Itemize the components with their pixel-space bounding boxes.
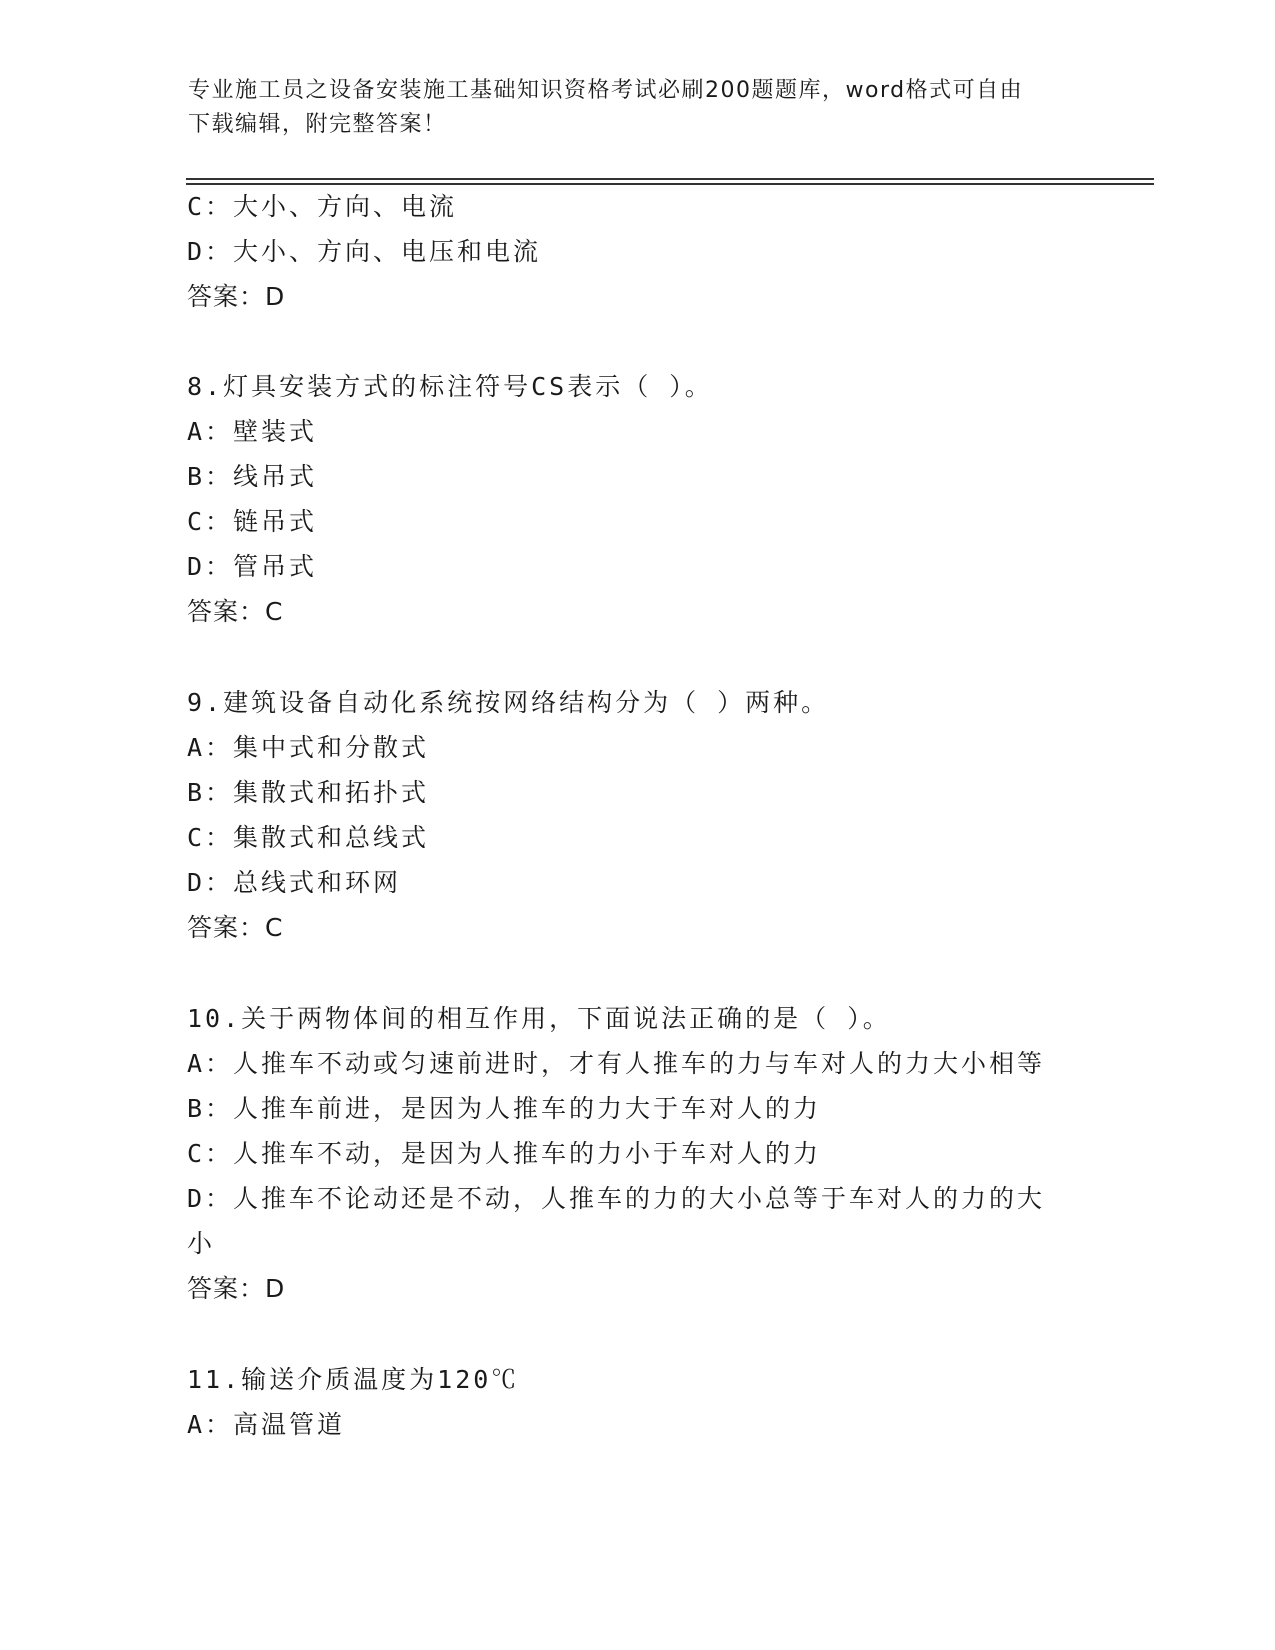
q8-option-a: A：壁装式: [187, 417, 318, 446]
q8-question: 8.灯具安装方式的标注符号CS表示（ ）。: [187, 372, 713, 401]
q11-option-a: A：高温管道: [187, 1410, 346, 1439]
q7-option-d: D：大小、方向、电压和电流: [187, 237, 542, 266]
q9-option-c: C：集散式和总线式: [187, 823, 430, 852]
header-line-1: 专业施工员之设备安装施工基础知识资格考试必刷200题题库，word格式可自由: [188, 78, 1024, 103]
q9-option-b: B：集散式和拓扑式: [187, 778, 430, 807]
q8-answer: 答案：C: [187, 597, 284, 626]
q8-option-b: B：线吊式: [187, 462, 318, 491]
q10-option-b: B：人推车前进，是因为人推车的力大于车对人的力: [187, 1094, 822, 1123]
q10-option-c: C：人推车不动，是因为人推车的力小于车对人的力: [187, 1139, 822, 1168]
header-divider-top: [186, 178, 1154, 180]
q10-option-d-line-2: 小: [187, 1229, 216, 1258]
document-header: [188, 74, 1088, 142]
q9-question: 9.建筑设备自动化系统按网络结构分为（ ）两种。: [187, 688, 830, 717]
q7-answer: 答案：D: [187, 282, 286, 311]
q11-question: 11.输送介质温度为120℃: [187, 1365, 520, 1394]
q8-option-c: C：链吊式: [187, 507, 318, 536]
q8-option-d: D：管吊式: [187, 552, 318, 581]
q10-answer: 答案：D: [187, 1274, 286, 1303]
q10-option-a: A：人推车不动或匀速前进时，才有人推车的力与车对人的力大小相等: [187, 1049, 1046, 1078]
q10-question: 10.关于两物体间的相互作用，下面说法正确的是（ ）。: [187, 1004, 891, 1033]
q9-option-a: A：集中式和分散式: [187, 733, 430, 762]
q9-option-d: D：总线式和环网: [187, 868, 402, 897]
header-divider-bottom: [186, 183, 1154, 185]
header-line-2: 下载编辑，附完整答案！: [188, 112, 447, 137]
q9-answer: 答案：C: [187, 913, 284, 942]
q10-option-d-line-1: D：人推车不论动还是不动，人推车的力的大小总等于车对人的力的大: [187, 1184, 1046, 1213]
q7-option-c: C：大小、方向、电流: [187, 192, 458, 221]
